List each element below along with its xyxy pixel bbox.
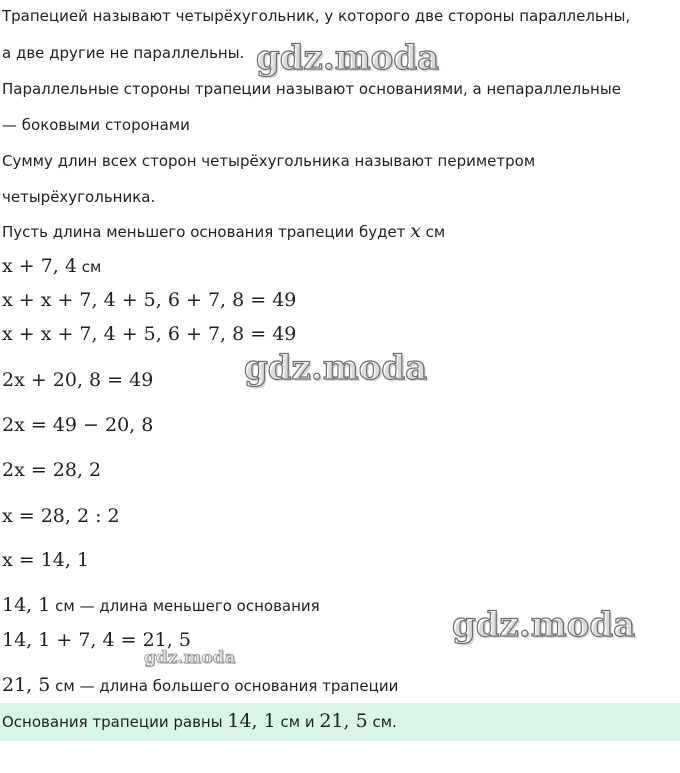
larger-base-expr: x + 7, 4: [2, 255, 77, 277]
larger-base-unit: см: [76, 258, 102, 276]
definition-perimeter-line1: Сумму длин всех сторон четырёхугольника называют периметром: [2, 152, 536, 170]
equation-4: 2x = 49 − 20, 8: [2, 414, 154, 436]
answer-mid: см и: [275, 713, 320, 731]
larger-base-expression: [2, 254, 101, 279]
answer-line: [2, 709, 397, 734]
result-larger-value: 21, 5: [2, 674, 51, 696]
equation-6: x = 28, 2 : 2: [2, 505, 120, 527]
let-variable: x: [410, 220, 421, 242]
result-smaller-base: [2, 594, 320, 617]
result-larger-text: см — длина большего основания трапеции: [50, 677, 399, 695]
result-smaller-value: 14, 1: [2, 594, 51, 616]
answer-value-1: 14, 1: [227, 710, 276, 732]
answer-suffix: см.: [367, 713, 397, 731]
definition-bases-line2: — боковыми сторонами: [2, 116, 190, 134]
let-statement: [2, 220, 445, 243]
answer-prefix: Основания трапеции равны: [2, 713, 228, 731]
equation-5: 2x = 28, 2: [2, 459, 102, 481]
definition-trapezoid-line2: а две другие не параллельны.: [2, 44, 245, 62]
definition-perimeter-line2: четырёхугольника.: [2, 188, 156, 206]
definition-bases-line1: Параллельные стороны трапеции называют основаниями, а непараллельные: [2, 80, 621, 98]
equation-1: x + x + 7, 4 + 5, 6 + 7, 8 = 49: [2, 289, 297, 311]
watermark-logo: gdz.moda: [256, 38, 440, 78]
definition-trapezoid-line1: Трапецией называют четырёхугольник, у которого две стороны параллельны,: [2, 7, 631, 25]
watermark-logo: gdz.moda: [244, 348, 428, 388]
let-unit: см: [420, 223, 446, 241]
equation-2: x + x + 7, 4 + 5, 6 + 7, 8 = 49: [2, 323, 297, 345]
watermark-logo: gdz.moda: [452, 605, 636, 645]
watermark-logo-small: gdz.moda: [144, 648, 236, 668]
equation-7: x = 14, 1: [2, 549, 90, 571]
result-larger-base: [2, 674, 398, 697]
answer-value-2: 21, 5: [319, 710, 368, 732]
equation-8: 14, 1 + 7, 4 = 21, 5: [2, 629, 191, 651]
result-smaller-text: см — длина меньшего основания: [50, 597, 320, 615]
equation-3: 2x + 20, 8 = 49: [2, 369, 154, 391]
let-prefix: Пусть длина меньшего основания трапеции будет: [2, 223, 411, 241]
